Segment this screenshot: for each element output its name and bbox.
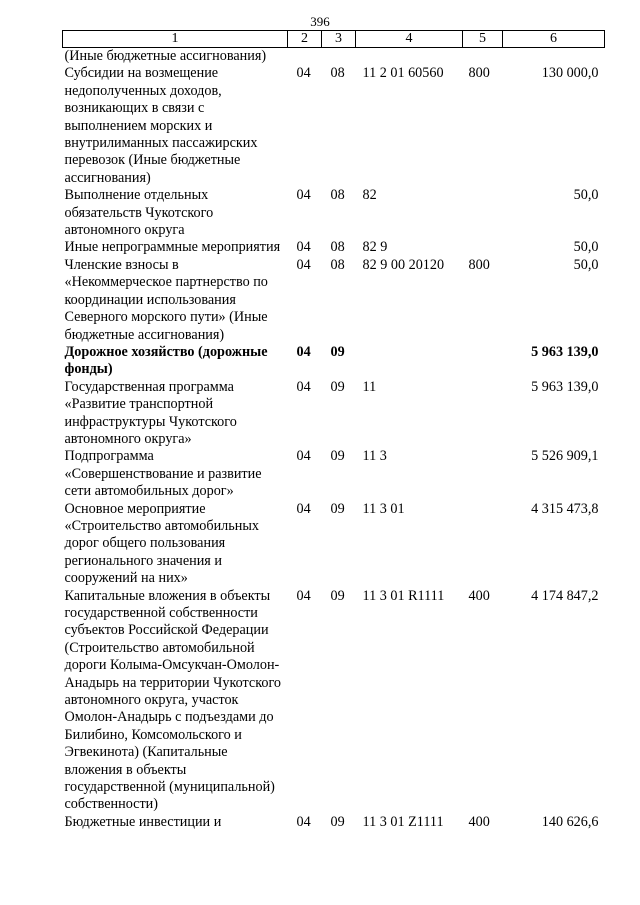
row-subsection: 08: [330, 256, 345, 273]
header-col-1: 1: [63, 31, 288, 48]
table-row: [63, 187, 605, 239]
row-subsection: 09: [330, 448, 345, 465]
row-subsection: [322, 48, 356, 66]
row-target-article: [356, 48, 463, 66]
row-target-article: 11 2 01 60560: [362, 65, 444, 82]
row-subsection: 09: [330, 587, 345, 604]
row-description: Подпрограмма «Совершенствование и развитие сети автомобильных дорог»: [64, 448, 262, 500]
header-col-2: 2: [288, 31, 322, 48]
table-header: [63, 31, 605, 48]
page-number: 396: [310, 14, 330, 29]
table-row: [63, 65, 605, 187]
row-section: 04: [296, 448, 311, 465]
row-amount: 50,0: [573, 239, 599, 256]
row-expense-type: 800: [468, 65, 490, 82]
table-row: [63, 239, 605, 256]
budget-table: [62, 30, 605, 831]
row-section: 04: [296, 187, 311, 204]
row-target-article: 82 9 00 20120: [362, 256, 445, 273]
row-expense-type: [463, 448, 503, 500]
row-target-article: 11: [362, 378, 377, 395]
row-subsection: 09: [330, 500, 345, 517]
row-amount: 5 963 139,0: [531, 378, 599, 395]
row-description: Капитальные вложения в объекты государственной собственности субъектов Российской Федерации (Строительство автомобильной дороги Колыма-Омсукчан-Омолон-Анадырь на территории Чукотского автономного округа, участок Омолон-Анадырь с подъездами до Билибино, Комсомольского и Эгвекинота) (Капитальные вложения в объекты государственной (муниципальной) собственности): [64, 587, 282, 813]
table-row: [63, 379, 605, 449]
row-expense-type: [463, 501, 503, 588]
row-section: 04: [296, 256, 311, 273]
row-amount: 50,0: [573, 187, 599, 204]
row-section: 04: [296, 500, 311, 517]
row-target-article: 11 3 01 Z1111: [362, 813, 444, 830]
row-subsection: 09: [330, 343, 345, 360]
row-description: Дорожное хозяйство (дорожные фонды): [64, 343, 268, 378]
row-description: Иные непрограммные мероприятия: [64, 239, 281, 256]
row-description: (Иные бюджетные ассигнования): [64, 48, 267, 64]
row-expense-type: [463, 379, 503, 449]
row-expense-type: [463, 48, 503, 66]
row-description: Основное мероприятие «Строительство автомобильных дорог общего пользования регионального значения и сооружений на них»: [64, 500, 259, 587]
row-expense-type: 400: [468, 587, 490, 604]
table-row: [63, 501, 605, 588]
row-amount: 140 626,6: [541, 813, 599, 830]
row-expense-type: 400: [468, 813, 490, 830]
row-section: [288, 48, 322, 66]
row-section: 04: [296, 813, 311, 830]
row-subsection: 08: [330, 239, 345, 256]
row-section: 04: [296, 239, 311, 256]
row-amount: 4 315 473,8: [531, 500, 599, 517]
row-description: Государственная программа «Развитие транспортной инфраструктуры Чукотского автономного округа»: [64, 378, 237, 447]
row-description: Членские взносы в «Некоммерческое партнерство по координации использования Северного морского пути» (Иные бюджетные ассигнования): [64, 256, 268, 343]
row-amount: 5 963 139,0: [531, 343, 599, 360]
row-subsection: 08: [330, 187, 345, 204]
row-amount: 5 526 909,1: [531, 448, 599, 465]
table-row: [63, 448, 605, 500]
row-amount: [503, 48, 605, 66]
row-description: Выполнение отдельных обязательств Чукотского автономного округа: [64, 187, 214, 239]
row-expense-type: [463, 187, 503, 239]
header-col-6: 6: [503, 31, 605, 48]
row-subsection: 08: [330, 65, 345, 82]
header-col-4: 4: [356, 31, 463, 48]
table-row: [63, 48, 605, 66]
row-section: 04: [296, 65, 311, 82]
row-amount: 50,0: [573, 256, 599, 273]
row-section: 04: [296, 587, 311, 604]
row-amount: 4 174 847,2: [531, 587, 599, 604]
row-section: 04: [296, 343, 311, 360]
row-target-article: 11 3 01: [362, 500, 405, 517]
row-expense-type: [463, 239, 503, 256]
table-row: [63, 257, 605, 344]
table-body: [63, 48, 605, 832]
row-target-article: 82 9: [362, 239, 388, 256]
table-row: [63, 588, 605, 814]
row-expense-type: [463, 344, 503, 379]
row-target-article: 11 3 01 R1111: [362, 587, 445, 604]
row-subsection: 09: [330, 378, 345, 395]
row-description: Бюджетные инвестиции и: [64, 813, 222, 830]
row-expense-type: 800: [468, 256, 490, 273]
row-target-article: 11 3: [362, 448, 387, 465]
row-section: 04: [296, 378, 311, 395]
row-subsection: 09: [330, 813, 345, 830]
row-description: Субсидии на возмещение недополученных доходов, возникающих в связи с выполнением морских и внутрилиманных пассажирских перевозок (Иные бюджетные ассигнования): [64, 65, 258, 186]
table-row-section-heading: [63, 344, 605, 379]
header-col-3: 3: [322, 31, 356, 48]
header-col-5: 5: [463, 31, 503, 48]
row-amount: 130 000,0: [541, 65, 599, 82]
table-row: [63, 814, 605, 831]
row-target-article: 82: [362, 187, 377, 204]
row-target-article: [356, 344, 463, 379]
